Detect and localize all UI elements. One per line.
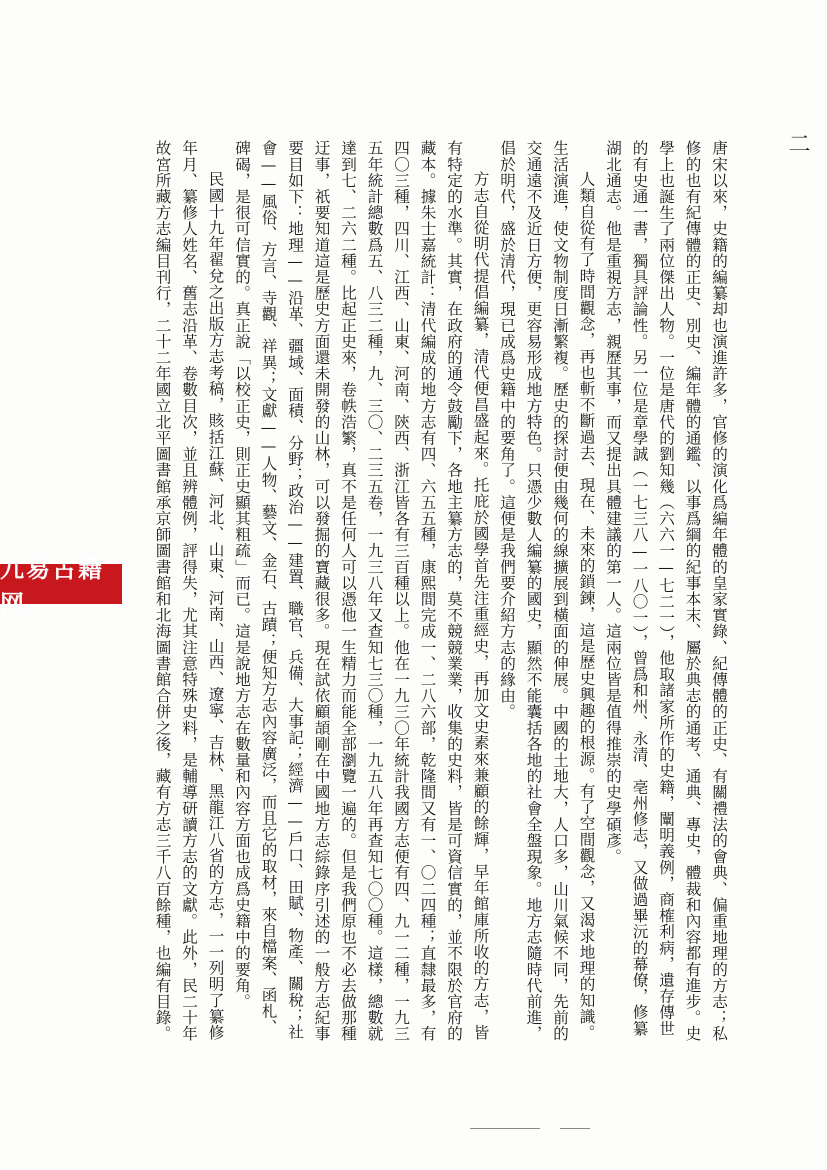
- page-number: 二: [785, 132, 810, 154]
- paragraph-4: 民國十九年翟兌之出版方志考稿，賅括江蘇、河北、山東、河南、山西、遼寧、吉林、黑龍江八省的方志，一一列明了纂修年月、纂修人姓名、舊志沿革、卷數目次，並且辨體例，評得失，尤其注意特殊史料，是輔導研讀方志的文獻。此外，民二十年故宮所藏方志編目刊行，二十二年國立北平圖書館承京師圖書館和北海圖書館合併之後，藏有方志三千八百餘種，也編有目錄。: [153, 140, 225, 1042]
- vertical-text-body: [92, 140, 732, 1050]
- footer-rule-short: [560, 1128, 590, 1132]
- footer-rule: [470, 1128, 540, 1132]
- paragraph-3: 方志自從明代提倡編纂，清代便昌盛起來。托庇於國學首先注重經史，再加文史素來兼顧的餘輝，早年館庫所收的方志，皆有特定的水準。其實，在政府的通令鼓勵下，各地主纂方志的，莫不競競業業，收集的史料，皆是可資信實的，並不限於官府的藏本。據朱士嘉統計：清代編成的地方志有四、六五五種，康熙間完成一、二八六部，乾隆間又有一、〇二四種；直隸最多，有四〇三種，四川、江西、山東、河南、陝西、浙江皆各有三百種以上。他在一九三〇年統計我國方志便有四、九一二種，一九三五年統計總數爲五、八三二種，九、三〇、二三五卷，一九三八年又查知七三〇種，一九五八年再查知七〇〇種。這樣，總數就達到七、二六二種。比起正史來，卷帙浩繁，真不是任何人可以憑他一生精力而能全部瀏覽一遍的。但是我們原也不必去做那種迂事，祇要知道這是歷史方面還未開發的山林，可以發掘的寶藏很多。現在試依顧頡剛在中國地方志綜錄序引述的一般方志紀事要目如下：地理——沿革、疆域、面積、分野；政治——建置、職官、兵備、大事記；經濟——戶口、田賦、物產、關稅；社會——風俗、方言、寺觀、祥異；文獻——人物、藝文、金石、古蹟；便知方志內容廣泛，而且它的取材，來自檔案、函札、碑碣，是很可信實的。真正說「以校正史，則正史顯其粗疏」而已。這是說地方志在數量和內容方面也成爲史籍中的要角。: [233, 140, 490, 1042]
- paragraph-1: 唐宋以來，史籍的編纂却也演進許多，官修的演化爲編年體的皇家實錄、紀傳體的正史、有關禮法的會典、偏重地理的方志；私修的也有紀傳體的正史、別史、編年體的通鑑、以事爲綱的紀事本末、屬於典志的通考、通典、專史，體裁和內容都有進步。史學上也誕生了兩位傑出人物。一位是唐代的劉知幾（六六一—七二一），他取諸家所作的史籍，闡明義例，商榷利病，遺存傳世的有史通一書，獨具評論性。另一位是章學誠（一七三八—一八〇一），曾爲和州、永清、亳州修志，又做過畢沅的幕僚，修纂湖北通志。他是重視方志，親歷其事，而又提出具體建議的第一人。這兩位皆是值得推崇的史學碩彥。: [604, 140, 728, 1042]
- site-watermark-logo: 九易古籍网: [0, 564, 122, 604]
- paragraph-2: 人類自從有了時間觀念，再也斬不斷過去、現在、未來的鎖鍊，這是歷史興趣的根源。有了空間觀念，又渴求地理的知識。生活演進，使文物制度日漸繁複。歷史的探討便由幾何的線擴展到橫面的伸展。中國的土地大，人口多，山川氣候不同，先前的交通遠不及近日方便，更容易形成地方特色。只憑少數人編纂的國史，顯然不能囊括各地的社會全盤現象。地方志隨時代前進，倡於明代，盛於清代，現已成爲史籍中的要角了。這便是我們要介紹方志的緣由。: [498, 140, 596, 1042]
